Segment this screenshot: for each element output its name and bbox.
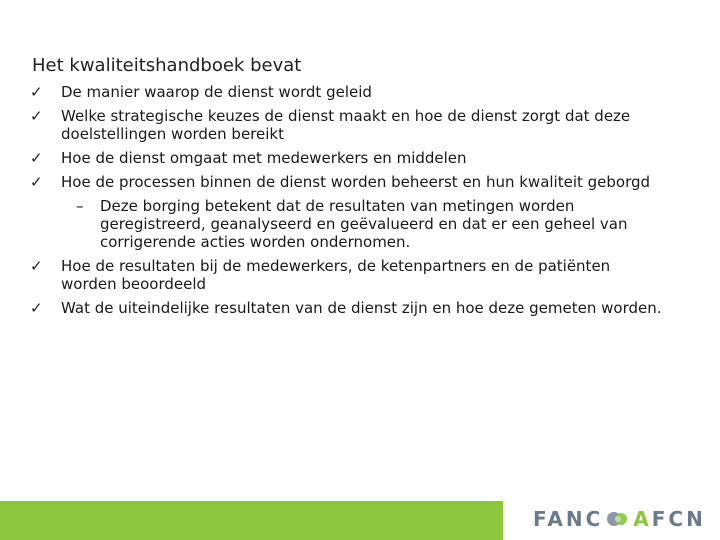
sub-bullet-text: Deze borging betekent dat de resultaten van metingen worden xyxy=(100,197,575,215)
checkmark-icon: ✓ xyxy=(30,83,43,101)
list-item xyxy=(0,83,720,101)
bullet-text: Hoe de resultaten bij de medewerkers, de ketenpartners en de patiënten xyxy=(61,257,611,275)
sub-bullet-text: corrigerende acties worden ondernomen. xyxy=(100,233,411,251)
bullet-list xyxy=(0,83,720,323)
checkmark-icon: ✓ xyxy=(30,299,43,317)
list-item xyxy=(0,299,720,317)
sub-list-item xyxy=(0,197,670,251)
list-item xyxy=(0,107,720,143)
checkmark-icon: ✓ xyxy=(30,149,43,167)
checkmark-icon: ✓ xyxy=(30,173,43,191)
bullet-text: Hoe de dienst omgaat met medewerkers en middelen xyxy=(61,149,467,167)
bullet-text: Hoe de processen binnen de dienst worden beheerst en hun kwaliteit geborgd xyxy=(61,173,651,191)
bullet-text: doelstellingen worden bereikt xyxy=(61,125,284,143)
bullet-text: Welke strategische keuzes de dienst maakt en hoe de dienst zorgt dat deze xyxy=(61,107,631,125)
dash-marker: – xyxy=(76,197,84,215)
footer-green-bar xyxy=(0,501,503,540)
logo-text-fanc: FANC xyxy=(533,507,604,531)
bullet-text: worden beoordeeld xyxy=(61,275,207,293)
logo-text-fcn: FCN xyxy=(651,507,706,531)
slide-title: Het kwaliteitshandboek bevat xyxy=(32,55,302,76)
checkmark-icon: ✓ xyxy=(30,257,43,275)
logo-text-a: A xyxy=(633,507,652,531)
list-item xyxy=(0,257,720,293)
sub-bullet-text: geregistreerd, geanalyseerd en geëvalueerd en dat er een geheel van xyxy=(100,215,628,233)
list-item xyxy=(0,173,720,191)
logo-atom-icon xyxy=(605,509,631,529)
list-item xyxy=(0,149,720,167)
bullet-text: De manier waarop de dienst wordt geleid xyxy=(61,83,372,101)
bullet-text: Wat de uiteindelijke resultaten van de dienst zijn en hoe deze gemeten worden. xyxy=(61,299,662,317)
checkmark-icon: ✓ xyxy=(30,107,43,125)
fanc-afcn-logo xyxy=(533,506,706,532)
